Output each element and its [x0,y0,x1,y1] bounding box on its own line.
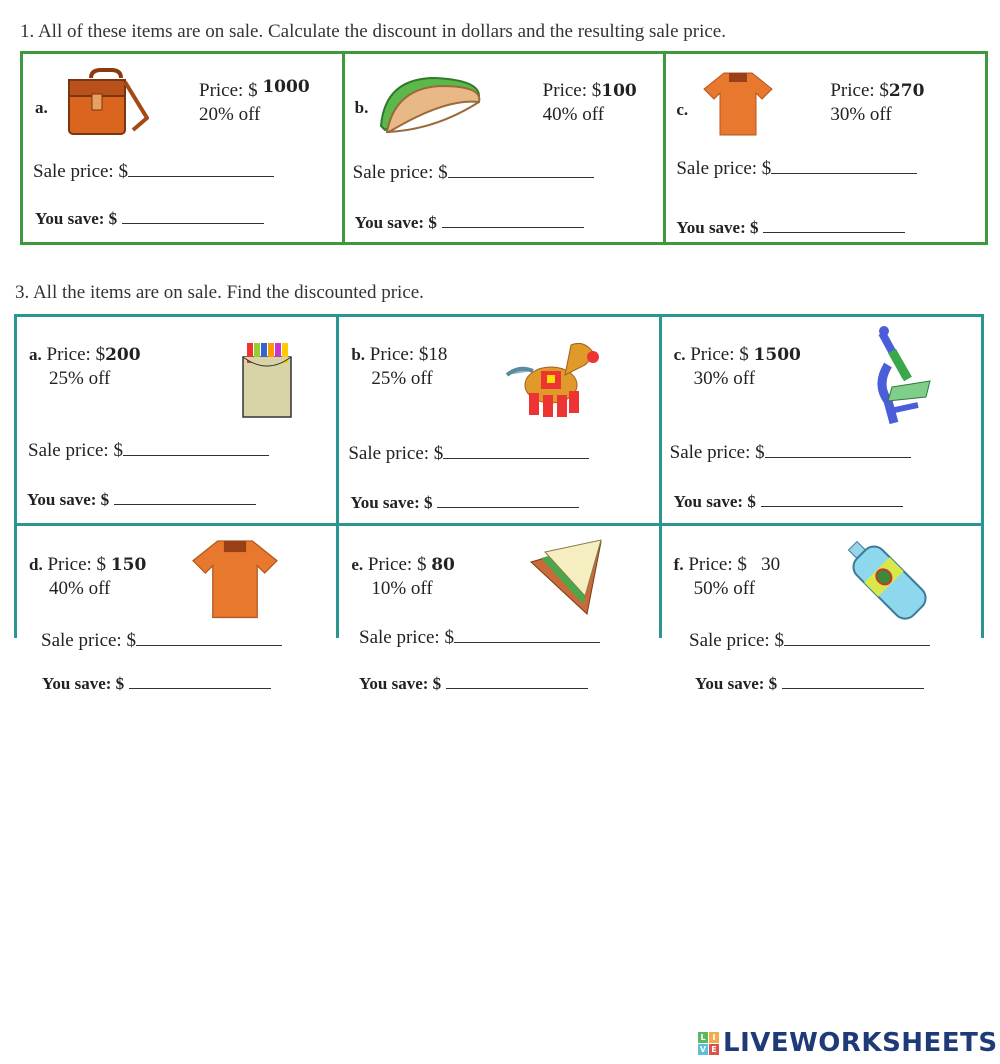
section1-item-b [345,54,667,242]
you-save-row [350,491,579,514]
discount: 25% off [371,368,433,389]
microscope-icon [874,325,934,429]
section1-title: 1. All of these items are on sale. Calculate the discount in dollars and the resulting sale price. [20,21,726,42]
sale-price-label: Sale price: $ [676,158,772,179]
price-prefix: Price: $ [47,554,111,575]
discount: 40% off [542,104,605,125]
tshirt-icon [702,69,774,137]
price-block [674,343,801,390]
price-block [351,553,455,600]
you-save-row-f [695,672,924,695]
you-save-row [355,211,584,234]
you-save-row-e [359,672,588,695]
price-prefix: Price: $ [199,80,263,101]
sale-price-input[interactable] [771,157,917,174]
sale-price-label: Sale price: $ [359,627,454,648]
section3-title: 3. All the items are on sale. Find the discounted price. [15,282,424,303]
sale-price-row-d [41,629,282,652]
section1-item-a [23,54,345,242]
item-label: c. [673,345,686,364]
you-save-input[interactable] [782,672,924,689]
discount: 50% off [693,578,756,599]
logo-mark-icon: L I V E [698,1032,719,1055]
you-save-label: You save: $ [354,213,437,232]
item-label: a. [35,98,48,117]
you-save-label: You save: $ [676,218,759,237]
item-label: e. [351,555,364,574]
sale-price-input[interactable] [136,629,282,646]
you-save-label: You save: $ [359,674,442,693]
section1-grid [20,51,988,245]
crayons-icon [239,339,293,419]
you-save-row [676,216,905,239]
you-save-label: You save: $ [673,492,756,511]
you-save-label: You save: $ [42,674,125,693]
sale-price-row [348,442,589,465]
price-block [199,79,310,126]
sandwich-icon [527,538,605,620]
price-value: 100 [601,81,637,101]
section3-item-c [662,317,981,523]
price-block [29,553,146,600]
you-save-input[interactable] [437,491,579,508]
price-value: 1000 [262,77,310,97]
you-save-row [35,207,264,230]
section3-item-f [662,526,981,638]
price-prefix: Price: $ [367,554,432,575]
price-block [351,343,447,390]
liveworksheets-logo [698,1028,998,1058]
price-value: 270 [888,81,925,101]
sale-price-input[interactable] [765,441,911,458]
sale-price-label: Sale price: $ [41,630,136,651]
you-save-label: You save: $ [350,493,433,512]
section3-item-e [339,526,661,638]
sale-price-label: Sale price: $ [33,161,128,182]
section3-item-d [17,526,339,638]
you-save-input[interactable] [446,672,588,689]
sale-price-input[interactable] [454,626,600,643]
sale-price-row [670,441,911,464]
sale-price-input[interactable] [448,161,594,178]
section1-item-c [666,54,985,242]
you-save-input[interactable] [129,672,271,689]
sale-price-row [28,439,269,462]
discount: 20% off [199,104,261,125]
item-label: d. [29,555,43,574]
you-save-label: You save: $ [695,674,778,693]
item-label: b. [351,345,366,364]
tshirt-icon [189,536,281,620]
water-bottle-icon [842,536,930,622]
item-label: a. [29,345,42,364]
sale-price-row [33,160,274,183]
sale-price-label: Sale price: $ [689,630,784,651]
sale-price-row [676,157,917,180]
discount: 30% off [830,104,892,125]
sale-price-label: Sale price: $ [669,442,765,463]
price-value: 1500 [753,345,801,365]
price-prefix: Price: $ [542,80,602,101]
sale-price-row-f [689,629,930,652]
price-prefix: Price: $ [46,344,106,365]
you-save-input[interactable] [761,490,903,507]
item-label: b. [354,98,369,117]
price-block [674,553,781,600]
sale-price-input[interactable] [128,160,274,177]
you-save-label: You save: $ [35,209,118,228]
sale-price-input[interactable] [123,439,269,456]
you-save-row [27,488,256,511]
section3-item-a [17,317,339,523]
item-label: c. [676,100,689,119]
sale-price-label: Sale price: $ [28,440,123,461]
discount: 25% off [49,368,111,389]
sale-price-row [353,161,594,184]
taco-icon [375,74,487,136]
price-value: 200 [105,345,141,365]
price-block [543,79,637,126]
you-save-row-d [42,672,271,695]
section3-row-2 [14,526,984,638]
sale-price-input[interactable] [784,629,930,646]
you-save-input[interactable] [114,488,256,505]
item-label: f. [673,555,684,574]
sale-price-label: Sale price: $ [348,443,444,464]
you-save-input[interactable] [763,216,905,233]
discount: 40% off [49,578,111,599]
toy-horse-icon [505,335,601,421]
section3-item-b [339,317,661,523]
discount: 30% off [693,368,756,389]
you-save-input[interactable] [442,211,584,228]
you-save-row [674,490,903,513]
section3-row-1 [14,314,984,526]
price-prefix: Price: $ 30 [688,554,781,575]
sale-price-row-e [359,626,600,649]
you-save-input[interactable] [122,207,264,224]
price-block [29,343,141,390]
sale-price-label: Sale price: $ [352,162,448,183]
price-prefix: Price: $ [690,344,754,365]
price-prefix: Price: $18 [369,344,448,365]
price-value: 80 [431,555,455,575]
briefcase-icon [63,68,149,140]
price-block [830,79,924,126]
price-value: 150 [110,555,147,575]
logo-text: LIVEWORKSHEETS [723,1028,998,1058]
discount: 10% off [371,578,433,599]
sale-price-input[interactable] [443,442,589,459]
price-prefix: Price: $ [830,80,889,101]
you-save-label: You save: $ [27,490,110,509]
